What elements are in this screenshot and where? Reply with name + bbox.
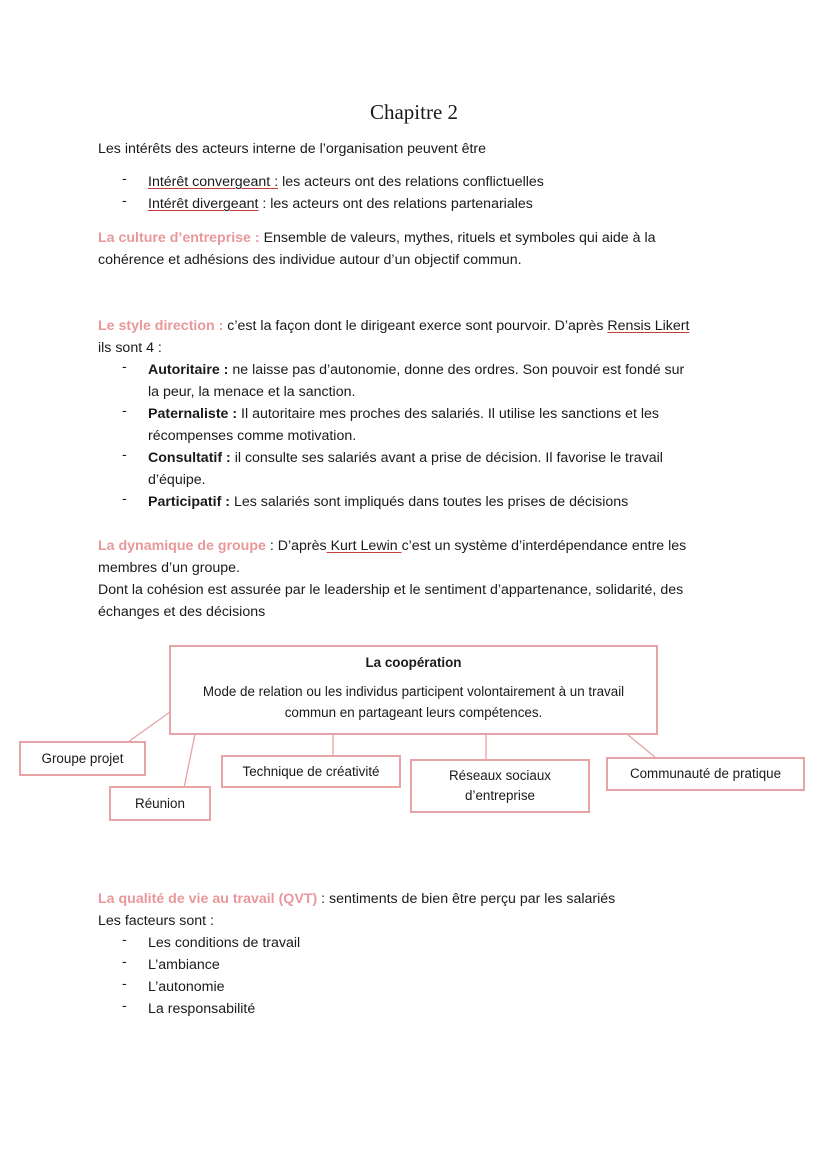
list-item: La responsabilité <box>148 1001 256 1017</box>
reunion-box: Réunion <box>109 786 211 821</box>
communaute-pratique-box: Communauté de pratique <box>606 757 805 791</box>
bullet: - <box>122 932 127 948</box>
dynamique-line3: Dont la cohésion est assurée par le leadership et le sentiment d’appartenance, solidarité, des <box>98 582 684 598</box>
bullet: - <box>122 954 127 970</box>
bullet: - <box>122 998 127 1014</box>
style-paragraph: Le style direction : c’est la façon dont le dirigeant exerce sont pourvoir. D’après Rensis Likert <box>98 318 690 334</box>
bullet: - <box>122 976 127 992</box>
bullet: - <box>122 491 127 507</box>
technique-creativite-box: Technique de créativité <box>221 755 401 788</box>
culture-line2: cohérence et adhésions des individue autour d’un objectif commun. <box>98 252 522 268</box>
cooperation-definition-line1: Mode de relation ou les individus participent volontairement à un travail <box>202 684 625 699</box>
connector-line <box>627 734 656 758</box>
cooperation-box <box>169 645 658 735</box>
list-item: Participatif : Les salariés sont impliqués dans toutes les prises de décisions <box>148 494 629 510</box>
list-item: Consultatif : il consulte ses salariés avant a prise de décision. Il favorise le travail d’équipe. <box>148 450 663 488</box>
list-item: Les conditions de travail <box>148 935 301 951</box>
list-item: Paternaliste : Il autoritaire mes proches des salariés. Il utilise les sanctions et les récompenses comme motivation. <box>148 406 659 444</box>
page-title: Chapitre 2 <box>369 100 459 124</box>
section-heading: La dynamique de groupe <box>98 538 266 554</box>
bullet: - <box>122 359 127 375</box>
qvt-line2: Les facteurs sont : <box>98 913 214 929</box>
connector-line <box>128 712 170 742</box>
connector-line <box>184 734 195 788</box>
list-item: L’autonomie <box>148 979 225 995</box>
list-item: Intérêt convergeant : les acteurs ont des relations conflictuelles <box>148 174 544 190</box>
section-heading: Le style direction : <box>98 318 224 334</box>
reseaux-sociaux-box: Réseaux sociaux d’entreprise <box>410 759 590 813</box>
groupe-projet-box: Groupe projet <box>19 741 146 776</box>
bullet: - <box>122 193 127 209</box>
intro-text: Les intérêts des acteurs interne de l’organisation peuvent être <box>98 141 487 157</box>
section-heading: La culture d’entreprise : <box>98 230 260 246</box>
section-heading: La qualité de vie au travail (QVT) <box>98 891 318 907</box>
bullet: - <box>122 403 127 419</box>
author-name: Kurt Lewin <box>326 538 402 554</box>
dynamique-line4: échanges et des décisions <box>98 604 266 620</box>
list-item: L’ambiance <box>148 957 220 973</box>
bullet: - <box>122 447 127 463</box>
bullet: - <box>122 171 127 187</box>
dynamique-line2: membres d’un groupe. <box>98 560 240 576</box>
list-item: Autoritaire : ne laisse pas d’autonomie, donne des ordres. Son pouvoir est fondé sur la peur, la menace et la sanction. <box>148 362 685 400</box>
author-name: Rensis Likert <box>607 318 690 334</box>
list-item: Intérêt divergeant : les acteurs ont des relations partenariales <box>148 196 533 212</box>
cooperation-definition-line2: commun en partageant leurs compétences. <box>284 705 543 720</box>
dynamique-paragraph: La dynamique de groupe : D’après Kurt Lewin c’est un système d’interdépendance entre les <box>98 538 687 554</box>
culture-paragraph: La culture d’entreprise : Ensemble de valeurs, mythes, rituels et symboles qui aide à la <box>98 230 656 246</box>
cooperation-title: La coopération <box>365 655 462 670</box>
qvt-paragraph: La qualité de vie au travail (QVT) : sentiments de bien être perçu par les salariés <box>98 891 616 907</box>
style-line2: ils sont 4 : <box>98 340 162 356</box>
